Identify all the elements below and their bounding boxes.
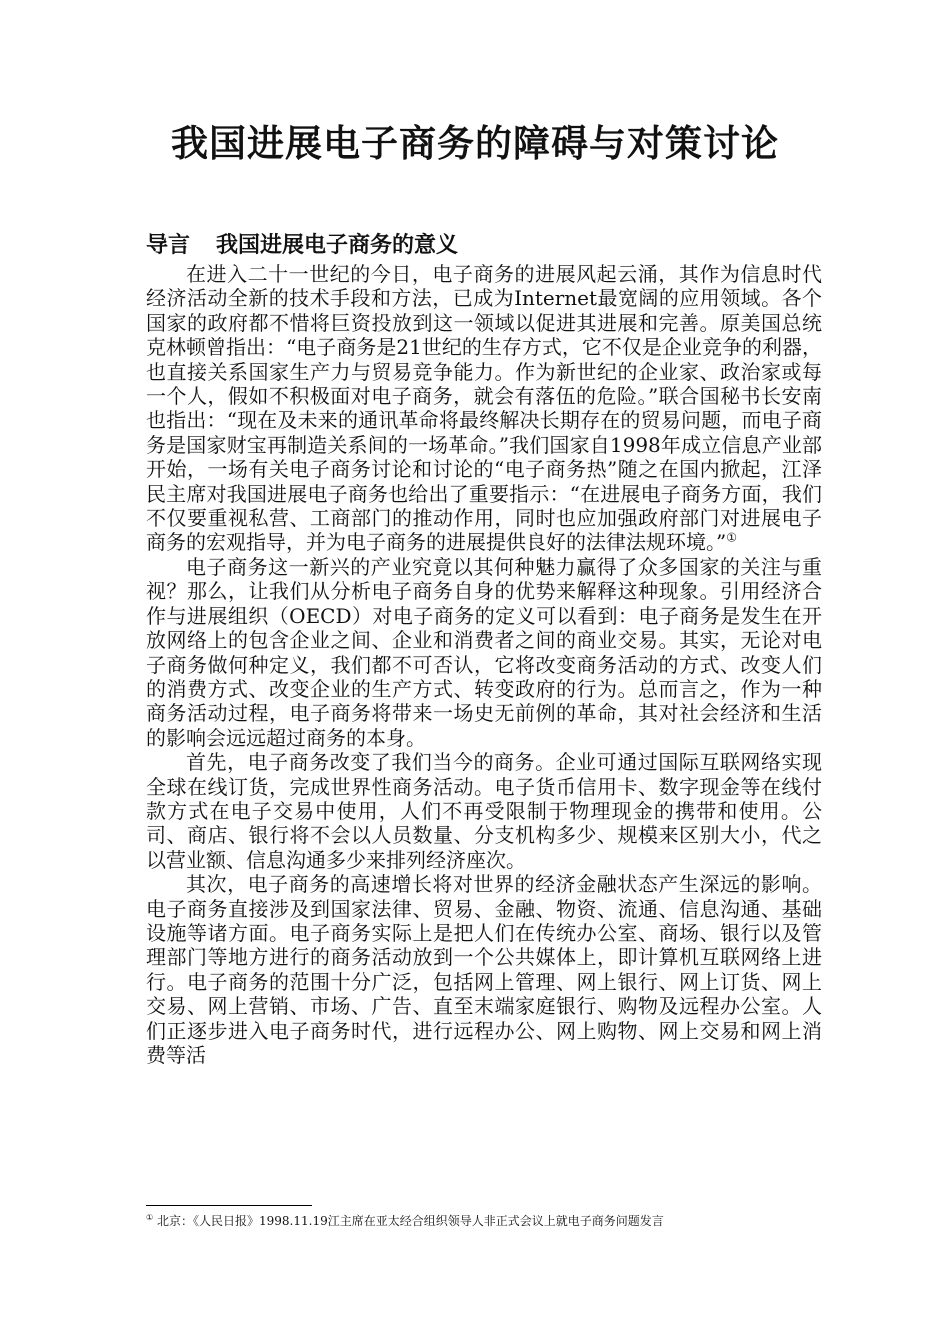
paragraph: 其次，电子商务的高速增长将对世界的经济金融状态产生深远的影响。电子商务直接涉及到国家法律、贸易、金融、物资、流通、信息沟通、基础设施等诸方面。电子商务实际上是把人们在传统办公室、商场、银行以及管理部门等地方进行的商务活动放到一个公共媒体上，即计算机互联网络上进行。电子商务的范围十分广泛，包括网上管理、网上银行、网上订货、网上交易、网上营销、市场、广告、直至末端家庭银行、购物及远程办公室。人们正逐步进入电子商务时代，进行远程办公、网上购物、网上交易和网上消费等活 xyxy=(146,872,822,1067)
section-title: 我国进展电子商务的意义 xyxy=(216,232,459,258)
footnote-reference[interactable]: ① xyxy=(726,530,737,545)
paragraph: 电子商务这一新兴的产业究竟以其何种魅力赢得了众多国家的关注与重视？那么，让我们从分析电子商务自身的优势来解释这种现象。引用经济合作与进展组织（OECD）对电子商务的定义可以看到：电子商务是发生在开放网络上的包含企业之间、企业和消费者之间的商业交易。其实，无论对电子商务做何种定义，我们都不可否认，它将改变商务活动的方式、改变人们的消费方式、改变企业的生产方式、转变政府的行为。总而言之，作为一种商务活动过程，电子商务将带来一场史无前例的革命，其对社会经济和生活的影响会远远超过商务的本身。 xyxy=(146,554,822,750)
document-title: 我国进展电子商务的障碍与对策讨论 xyxy=(171,121,779,165)
footnote-divider xyxy=(146,1205,312,1206)
footnote-text: 北京：《人民日报》1998.11.19江主席在亚太经合组织领导人非正式会议上就电子商务问题发言 xyxy=(157,1214,664,1228)
footnote xyxy=(146,1212,664,1229)
footnote-mark: ① xyxy=(146,1213,154,1222)
body-text xyxy=(146,262,822,1067)
section-heading xyxy=(146,228,458,259)
paragraph: 首先，电子商务改变了我们当今的商务。企业可通过国际互联网络实现全球在线订货，完成世界性商务活动。电子货币信用卡、数字现金等在线付款方式在电子交易中使用，人们不再受限制于物理现金的携带和使用。公司、商店、银行将不会以人员数量、分支机构多少、规模来区别大小，代之以营业额、信息沟通多少来排列经济座次。 xyxy=(146,750,822,872)
section-label: 导言 xyxy=(146,232,191,258)
paragraph: 在进入二十一世纪的今日，电子商务的进展风起云涌，其作为信息时代经济活动全新的技术手段和方法，已成为Internet最宽阔的应用领域。各个国家的政府都不惜将巨资投放到这一领域以促进其进展和完善。原美国总统克林顿曾指出：“电子商务是21世纪的生存方式，它不仅是企业竞争的利器，也直接关系国家生产力与贸易竞争能力。作为新世纪的企业家、政治家或每一个人，假如不积极面对电子商务，就会有落伍的危险。”联合国秘书长安南也指出：“现在及未来的通讯革命将最终解决长期存在的贸易问题，而电子商务是国家财宝再制造关系间的一场革命。”我们国家自1998年成立信息产业部开始，一场有关电子商务讨论和讨论的“电子商务热”随之在国内掀起，江泽民主席对我国进展电子商务也给出了重要指示：“在进展电子商务方面，我们不仅要重视私营、工商部门的推动作用，同时也应加强政府部门对进展电子商务的宏观指导，并为电子商务的进展提供良好的法律法规环境。”① xyxy=(146,262,822,555)
